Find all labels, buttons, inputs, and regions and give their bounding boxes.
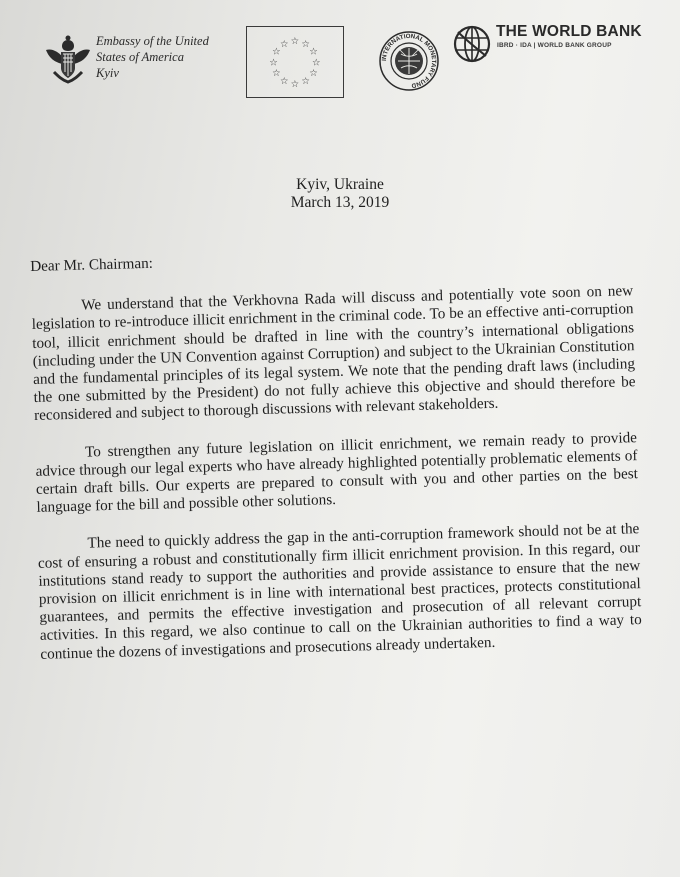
salutation: Dear Mr. Chairman:	[30, 254, 154, 275]
embassy-line-3: Kyiv	[96, 66, 119, 80]
letterhead	[0, 0, 680, 110]
world-bank-globe-icon	[452, 24, 492, 64]
embassy-line-2: States of America	[96, 50, 184, 64]
svg-text:INTERNATIONAL MONETARY FUND: INTERNATIONAL MONETARY FUND	[380, 32, 438, 89]
embassy-line-1: Embassy of the United	[96, 34, 209, 48]
us-embassy-eagle-seal-icon	[44, 34, 92, 86]
eu-star-icon: ☆	[279, 75, 289, 87]
eu-star-icon: ☆	[290, 36, 300, 48]
eu-star-icon: ☆	[272, 46, 281, 58]
embassy-name	[96, 33, 246, 81]
eu-star-icon: ☆	[290, 78, 300, 90]
letter-body	[30, 242, 643, 682]
paragraph-1: We understand that the Verkhovna Rada will discuss and potentially vote soon on new legislation to re-introduce illicit enrichment in the criminal code. To be an effective anti-corruption tool, illicit enrichment should be drafted in line with the country’s international obligations (including under the UN Convention against Corruption) and subject to the Ukrainian Constitution and the fundamental principles of its legal system. We note that the pending draft laws (including the one submitted by the President) do not fully achieve this objective and should therefore be reconsidered and subject to thorough discussions with relevant stakeholders.	[31, 282, 636, 425]
date: March 13, 2019	[290, 194, 390, 211]
world-bank-name: THE WORLD BANK	[496, 23, 642, 40]
eu-star-icon: ☆	[301, 75, 311, 87]
eu-star-icon: ☆	[272, 68, 281, 80]
eu-star-icon: ☆	[312, 57, 321, 69]
world-bank-subtitle: IBRD · IDA | WORLD BANK GROUP	[497, 42, 612, 49]
eu-flag-icon	[246, 26, 344, 98]
eu-star-icon: ☆	[309, 68, 318, 80]
eu-star-icon: ☆	[309, 46, 318, 58]
place: Kyiv, Ukraine	[296, 176, 384, 193]
place-and-date	[0, 176, 680, 212]
eu-star-icon: ☆	[269, 57, 278, 69]
paragraph-3: The need to quickly address the gap in the anti-corruption framework should not be at the cost of ensuring a robust and constitutionally firm illicit enrichment provision. In this regard, our institutions stand ready to support the authorities and provide assistance to ensure that the new provision on illicit enrichment is in line with international best practices, protects constitutional guarantees, and permits the effective investigation and prosecution of all relevant corrupt activities. In this regard, we also continue to call on the Ukrainian authorities to find a way to continue the dozens of investigations and prosecutions already undertaken.	[37, 520, 642, 663]
eu-star-icon: ☆	[279, 38, 289, 50]
paragraph-2: To strengthen any future legislation on illicit enrichment, we remain ready to provide advice through our legal experts who have already highlighted potentially problematic elements of certain draft bills. Our experts are prepared to consult with you and other parties on the best language for the bill and possible other solutions.	[35, 428, 639, 517]
eu-star-icon: ☆	[301, 38, 311, 50]
imf-seal-icon	[378, 30, 440, 92]
